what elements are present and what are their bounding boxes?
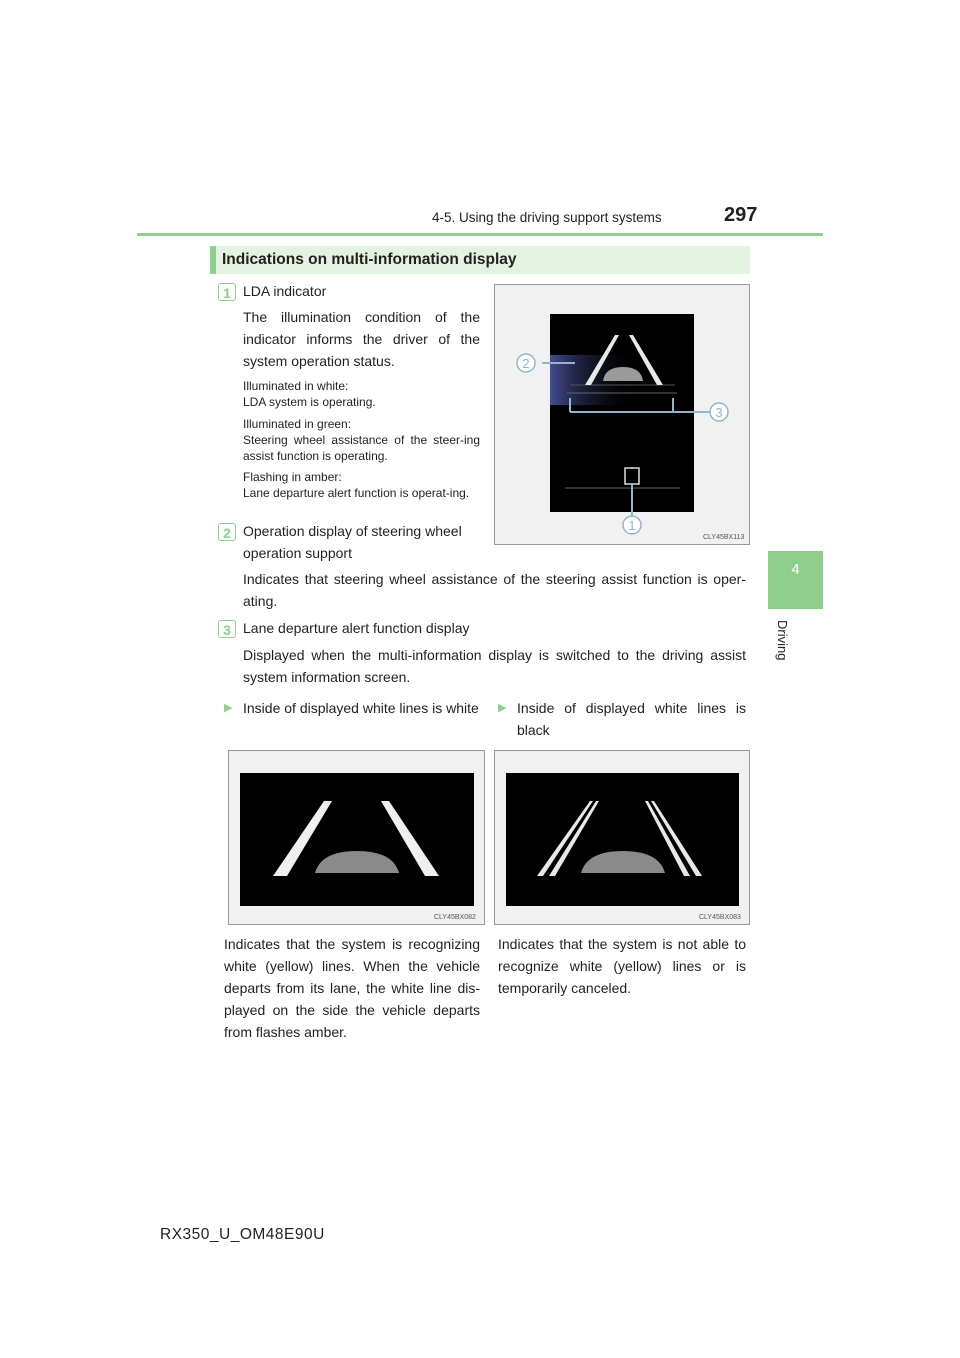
note-amber-text: Lane departure alert function is operat-ing. (243, 486, 470, 500)
chapter-tab (768, 551, 823, 609)
callout-3 (710, 403, 728, 421)
section-title: Indications on multi-information display (222, 251, 517, 268)
display-screen (506, 773, 739, 906)
svg-text:3: 3 (715, 405, 723, 420)
note-green-label: Illuminated in green: (243, 417, 352, 431)
callout-2 (517, 354, 535, 372)
svg-text:1: 1 (628, 518, 636, 533)
note-amber-label: Flashing in amber: (243, 470, 342, 484)
figure-main (494, 284, 750, 545)
item-3-body: Displayed when the multi-information display is switched to the driving assist system information screen. (243, 647, 746, 685)
manual-code-footer: RX350_U_OM48E90U (160, 1226, 325, 1243)
svg-text:2: 2 (522, 356, 530, 371)
column-right-caption: Indicates that the system is not able to recognize white (yellow) lines or is temporarily canceled. (498, 936, 746, 996)
header-rule (137, 233, 823, 236)
item-number-3: 3 (218, 620, 236, 638)
column-right-heading-text: Inside of displayed white lines is black (517, 700, 746, 738)
multi-info-display-illustration (495, 285, 749, 544)
note-green-text: Steering wheel assistance of the steer-ing assist function is operating. (243, 433, 480, 463)
chapter-tab-number: 4 (791, 561, 800, 578)
figure-right-code: CLY45BX083 (699, 914, 741, 921)
white-lines-illustration (229, 751, 484, 924)
figure-white-lines (228, 750, 485, 925)
column-left-heading (224, 697, 480, 719)
black-lines-illustration (495, 751, 749, 924)
item-number-2: 2 (218, 523, 236, 541)
item-1-body: The illumination condition of the indicator informs the driver of the system operation status. (243, 309, 480, 369)
figure-main-code: CLY45BX113 (703, 534, 745, 541)
note-white-text: LDA system is operating. (243, 395, 376, 409)
figure-black-lines (494, 750, 750, 925)
item-2-title: Operation display of steering wheel operation support (243, 523, 462, 561)
column-left-caption: Indicates that the system is recognizing white (yellow) lines. When the vehicle departs from its lane, the white line dis-played on the side the vehicle departs from flashes amber. (224, 936, 480, 1040)
page-number: 297 (724, 204, 758, 226)
item-2-body: Indicates that steering wheel assistance of the steering assist function is oper-ating. (243, 571, 746, 609)
figure-left-code: CLY45BX082 (434, 914, 476, 921)
callout-1 (623, 516, 641, 534)
note-white-label: Illuminated in white: (243, 379, 349, 393)
note-green (243, 416, 480, 464)
chapter-tab-label: Driving (775, 620, 790, 661)
display-screen (240, 773, 474, 906)
note-amber (243, 469, 480, 501)
item-3-title: Lane departure alert function display (243, 620, 470, 636)
triangle-bullet-icon: ▶ (498, 702, 507, 714)
running-header-section: 4-5. Using the driving support systems (432, 210, 662, 225)
item-1-title: LDA indicator (243, 283, 327, 299)
triangle-bullet-icon: ▶ (224, 702, 233, 714)
column-left-heading-text: Inside of displayed white lines is white (243, 700, 479, 716)
item-number-1: 1 (218, 283, 236, 301)
column-right-heading (498, 697, 746, 741)
note-white (243, 378, 480, 410)
